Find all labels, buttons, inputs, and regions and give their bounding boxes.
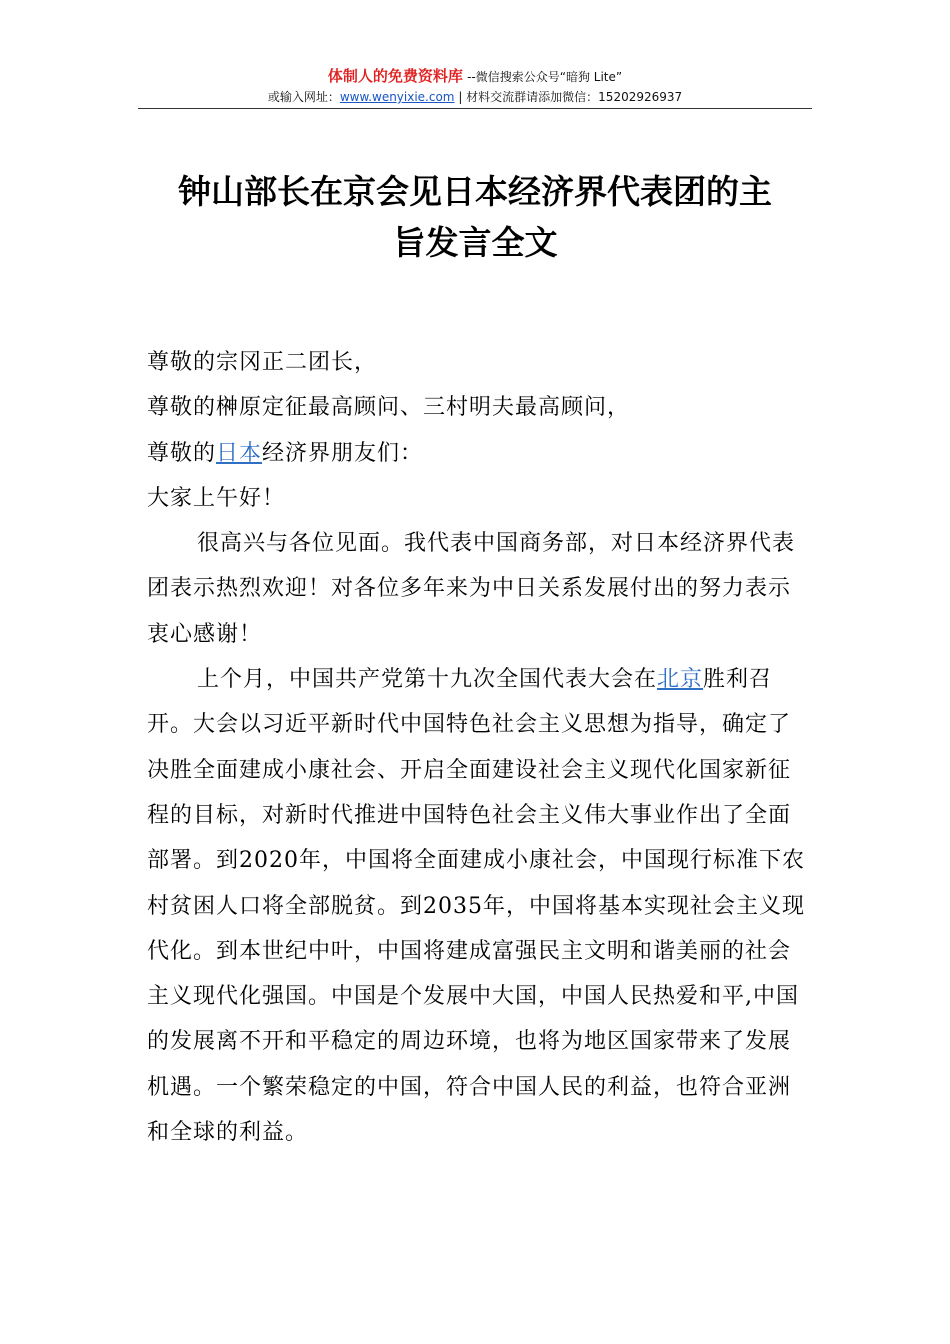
brand-name: 体制人的免费资料库 — [327, 67, 463, 85]
header-slogan: --微信搜索公众号“暗狗 Lite” — [467, 70, 623, 84]
greeting-text: 经济界朋友们： — [262, 440, 424, 466]
title-line-2: 旨发言全文 — [392, 223, 558, 262]
page-header — [138, 66, 812, 106]
website-link[interactable]: www.wenyixie.com — [339, 90, 455, 104]
japan-link[interactable]: 日本 — [216, 440, 263, 466]
greeting-line — [147, 431, 812, 476]
greeting-line: 尊敬的榊原定征最高顾问、三村明夫最高顾问， — [147, 395, 631, 421]
document-body — [147, 340, 812, 1155]
header-line-contact — [138, 88, 812, 106]
paragraph-text: 胜利召开。大会以习近平新时代中国特色社会主义思想为指导，确定了决胜全面建成小康社会、开启全面建设社会主义现代化国家新征程的目标，对新时代推进中国特色社会主义伟大事业作出了全面部署。到2020年，中国将全面建成小康社会，中国现行标准下农村贫困人口将全部脱贫。到2035年，中国将基本实现社会主义现代化。到本世纪中叶，中国将建成富强民主文明和谐美丽的社会主义现代化强国。中国是个发展中大国，中国人民热爱和平,中国的发展离不开和平稳定的周边环境，也将为地区国家带来了发展机遇。一个繁荣稳定的中国，符合中国人民的利益，也符合亚洲和全球的利益。 — [147, 667, 805, 1146]
title-line-1: 钟山部长在京会见日本经济界代表团的主 — [178, 172, 772, 211]
beijing-link[interactable]: 北京 — [657, 667, 704, 693]
header-divider — [138, 108, 812, 109]
url-prefix: 或输入网址： — [267, 90, 340, 104]
contact-info: | 材料交流群请添加微信：15202926937 — [454, 90, 683, 104]
paragraph-text: 上个月，中国共产党第十九次全国代表大会在 — [197, 667, 658, 693]
greeting-line: 大家上午好！ — [147, 485, 286, 511]
paragraph-welcome: 很高兴与各位见面。我代表中国商务部，对日本经济界代表团表示热烈欢迎！对各位多年来为中日关系发展付出的努力表示衷心感谢！ — [147, 531, 796, 647]
header-line-brand — [138, 66, 812, 88]
document-title — [138, 166, 812, 268]
paragraph-congress — [147, 657, 812, 1155]
greeting-text: 尊敬的 — [147, 440, 217, 466]
greeting-line: 尊敬的宗冈正二团长， — [147, 350, 378, 375]
